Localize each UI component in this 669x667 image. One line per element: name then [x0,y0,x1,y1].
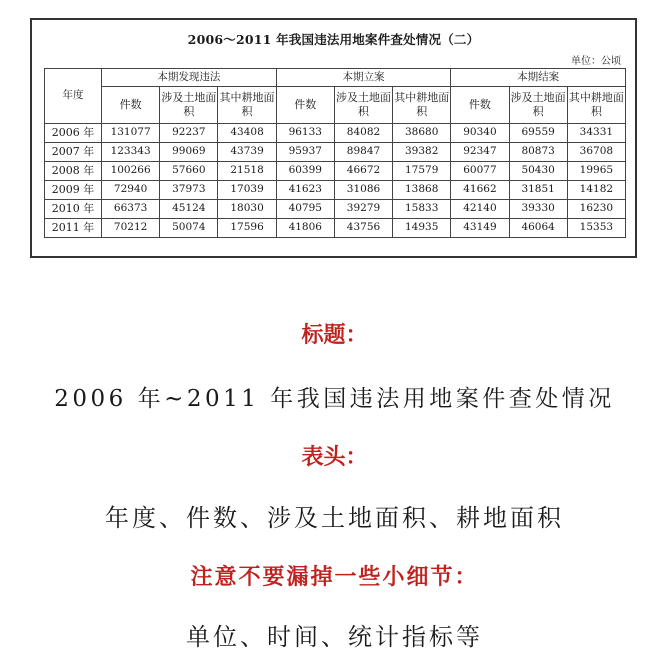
value-cell: 15833 [393,200,451,219]
table-title: 2006～2011 年我国违法用地案件查处情况（二） [187,32,480,47]
year-cell: 2011 年 [45,219,102,238]
value-cell: 17039 [218,181,276,200]
year-cell: 2010 年 [45,200,102,219]
value-cell: 60077 [451,162,509,181]
table-image-frame [30,18,637,258]
value-cell: 95937 [276,143,334,162]
value-cell: 72940 [102,181,160,200]
value-cell: 40795 [276,200,334,219]
value-cell: 89847 [334,143,392,162]
sub-header-cell: 涉及土地面积 [509,87,567,124]
value-cell: 18030 [218,200,276,219]
value-cell: 31851 [509,181,567,200]
sub-header-cell: 件数 [102,87,160,124]
year-cell: 2009 年 [45,181,102,200]
value-cell: 41662 [451,181,509,200]
sub-header-cell: 件数 [451,87,509,124]
value-cell: 57660 [160,162,218,181]
sub-header-cell: 其中耕地面积 [218,87,276,124]
value-cell: 46064 [509,219,567,238]
value-cell: 17596 [218,219,276,238]
details-text: 单位、时间、统计指标等 [186,623,483,651]
value-cell: 31086 [334,181,392,200]
value-cell: 13868 [393,181,451,200]
data-table [44,68,626,238]
year-header: 年度 [45,69,102,124]
value-cell: 42140 [451,200,509,219]
value-cell: 14182 [567,181,625,200]
table-unit: 单位：公顷 [571,56,621,67]
value-cell: 131077 [102,124,160,143]
value-cell: 66373 [102,200,160,219]
year-cell: 2008 年 [45,162,102,181]
value-cell: 45124 [160,200,218,219]
table-row [45,200,626,219]
sub-header-cell: 其中耕地面积 [567,87,625,124]
value-cell: 43756 [334,219,392,238]
value-cell: 90340 [451,124,509,143]
sub-header-cell: 涉及土地面积 [334,87,392,124]
value-cell: 123343 [102,143,160,162]
value-cell: 69559 [509,124,567,143]
label-title: 标题： [301,322,368,348]
value-cell: 14935 [393,219,451,238]
header-text: 年度、件数、涉及土地面积、耕地面积 [105,504,564,532]
sub-header-cell: 件数 [276,87,334,124]
group-header-discovered: 本期发现违法 [102,69,277,87]
label-header: 表头： [301,444,368,470]
value-cell: 38680 [393,124,451,143]
table-sub-header-row [45,87,626,124]
table-row [45,219,626,238]
value-cell: 43739 [218,143,276,162]
table-row [45,181,626,200]
year-cell: 2007 年 [45,143,102,162]
label-details: 注意不要漏掉一些小细节： [190,564,479,590]
value-cell: 60399 [276,162,334,181]
value-cell: 41623 [276,181,334,200]
value-cell: 39382 [393,143,451,162]
value-cell: 84082 [334,124,392,143]
value-cell: 92347 [451,143,509,162]
value-cell: 37973 [160,181,218,200]
value-cell: 92237 [160,124,218,143]
table-group-header-row [45,69,626,87]
table-row [45,162,626,181]
year-cell: 2006 年 [45,124,102,143]
table-row [45,124,626,143]
group-header-filed: 本期立案 [276,69,451,87]
sub-header-cell: 涉及土地面积 [160,87,218,124]
value-cell: 50074 [160,219,218,238]
value-cell: 34331 [567,124,625,143]
value-cell: 21518 [218,162,276,181]
value-cell: 46672 [334,162,392,181]
value-cell: 96133 [276,124,334,143]
value-cell: 36708 [567,143,625,162]
value-cell: 17579 [393,162,451,181]
sub-header-cell: 其中耕地面积 [393,87,451,124]
title-text: 2006 年~2011 年我国违法用地案件查处情况 [54,386,615,412]
value-cell: 39330 [509,200,567,219]
value-cell: 19965 [567,162,625,181]
value-cell: 70212 [102,219,160,238]
value-cell: 43408 [218,124,276,143]
value-cell: 43149 [451,219,509,238]
table-row [45,143,626,162]
table-body [45,124,626,238]
value-cell: 16230 [567,200,625,219]
value-cell: 41806 [276,219,334,238]
value-cell: 50430 [509,162,567,181]
value-cell: 99069 [160,143,218,162]
value-cell: 100266 [102,162,160,181]
value-cell: 80873 [509,143,567,162]
group-header-closed: 本期结案 [451,69,626,87]
value-cell: 39279 [334,200,392,219]
value-cell: 15353 [567,219,625,238]
